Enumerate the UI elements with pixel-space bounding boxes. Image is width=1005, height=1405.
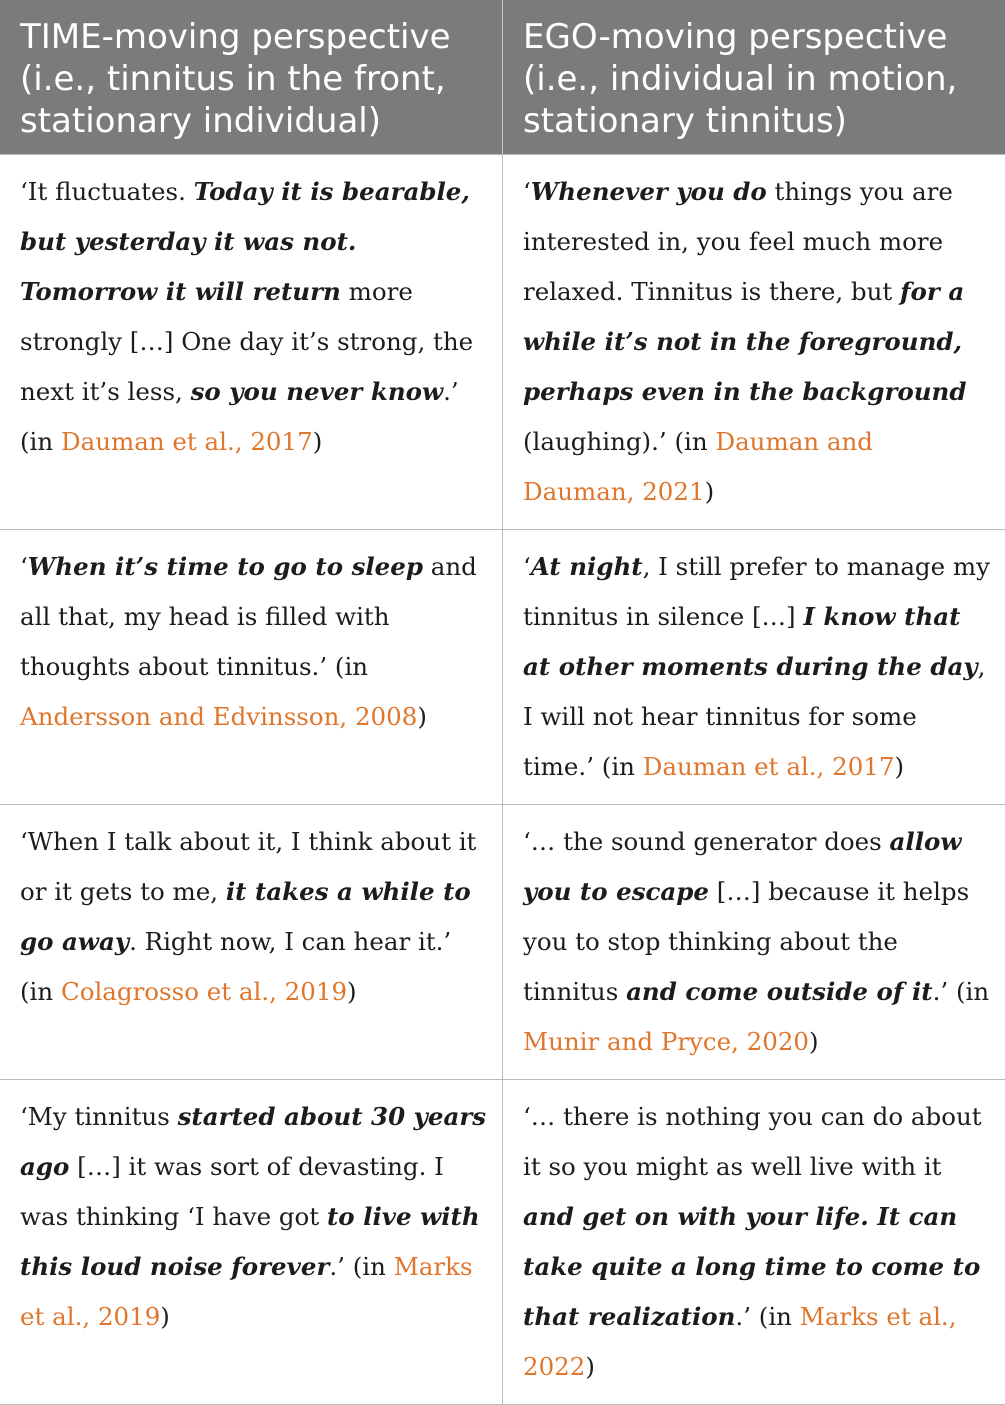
- quote-text: ): [894, 752, 904, 781]
- quote-text: .’ (in: [329, 1252, 393, 1281]
- emphasized-quote-text: so you never know: [191, 377, 443, 406]
- citation-link[interactable]: Dauman et al., 2017: [61, 427, 313, 456]
- quote-text: ‘: [523, 552, 531, 581]
- citation-link[interactable]: Colagrosso et al., 2019: [61, 977, 347, 1006]
- header-row: [0, 0, 1005, 155]
- quote-cell: [503, 155, 1005, 530]
- quote-text: […] it was sort of devasting. I was thinking ‘I have got: [20, 1152, 444, 1231]
- table-row: [0, 805, 1005, 1080]
- quote-cell: [0, 1080, 503, 1405]
- quote-text: ‘When I talk about it, I think about it or it gets to me,: [20, 827, 476, 906]
- quote-text: ‘My tinnitus: [20, 1102, 178, 1131]
- quote-text: (laughing).’ (in: [523, 427, 715, 456]
- quote-text: ): [809, 1027, 819, 1056]
- quote-text: ‘: [20, 552, 28, 581]
- quote-text: ‘: [523, 177, 531, 206]
- quote-text: ): [417, 702, 427, 731]
- quote-text: […] because it helps you to stop thinking about the tinnitus: [523, 877, 969, 1006]
- table-row: [0, 1080, 1005, 1405]
- header-time-moving: TIME-moving perspective (i.e., tinnitus in the front, stationary individual): [0, 0, 503, 155]
- quote-text: ): [160, 1302, 170, 1331]
- quote-text: ): [347, 977, 357, 1006]
- emphasized-quote-text: allow you to escape: [523, 827, 961, 906]
- quote-text: ): [705, 477, 715, 506]
- header-ego-moving: EGO-moving perspective (i.e., individual in motion, stationary tinnitus): [503, 0, 1005, 155]
- quote-cell: [0, 805, 503, 1080]
- quote-text: more strongly […] One day it’s strong, the next it’s less,: [20, 277, 473, 406]
- emphasized-quote-text: to live with this loud noise forever: [20, 1202, 480, 1281]
- emphasized-quote-text: Today it is bearable, but yesterday it was not. Tomorrow it will return: [20, 177, 470, 306]
- quote-text: things you are interested in, you feel much more relaxed. Tinnitus is there, but: [523, 177, 953, 306]
- quote-cell: [503, 530, 1005, 805]
- emphasized-quote-text: When it’s time to go to sleep: [28, 552, 423, 581]
- quote-text: and all that, my head is filled with thoughts about tinnitus.’ (in: [20, 552, 477, 681]
- citation-link[interactable]: Andersson and Edvinsson, 2008: [20, 702, 417, 731]
- emphasized-quote-text: I know that at other moments during the day: [523, 602, 978, 681]
- quote-text: , I still prefer to manage my tinnitus in silence […]: [523, 552, 990, 631]
- citation-link[interactable]: Dauman and Dauman, 2021: [523, 427, 873, 506]
- table-row: [0, 155, 1005, 530]
- quote-text: .’ (in: [933, 977, 990, 1006]
- quote-cell: [0, 530, 503, 805]
- citation-link[interactable]: Munir and Pryce, 2020: [523, 1027, 809, 1056]
- quote-cell: [503, 805, 1005, 1080]
- quote-text: ‘It fluctuates.: [20, 177, 194, 206]
- emphasized-quote-text: for a while it’s not in the foreground, perhaps even in the background: [523, 277, 966, 406]
- emphasized-quote-text: At night: [531, 552, 643, 581]
- quote-text: .’ (in: [20, 377, 459, 456]
- citation-link[interactable]: Marks et al., 2019: [20, 1252, 473, 1331]
- table-row: [0, 530, 1005, 805]
- citation-link[interactable]: Dauman et al., 2017: [643, 752, 895, 781]
- quote-text: .’ (in: [735, 1302, 799, 1331]
- quote-text: ‘… there is nothing you can do about it so you might as well live with it: [523, 1102, 982, 1181]
- quote-text: . Right now, I can hear it.’ (in: [20, 927, 451, 1006]
- emphasized-quote-text: and come outside of it: [626, 977, 933, 1006]
- quote-text: ‘… the sound generator does: [523, 827, 890, 856]
- quote-text: ): [585, 1352, 595, 1381]
- emphasized-quote-text: Whenever you do: [531, 177, 767, 206]
- emphasized-quote-text: and get on with your life. It can take quite a long time to come to that realization: [523, 1202, 980, 1331]
- quote-text: ): [313, 427, 323, 456]
- quote-cell: [0, 155, 503, 530]
- emphasized-quote-text: started about 30 years ago: [20, 1102, 486, 1181]
- quote-cell: [503, 1080, 1005, 1405]
- citation-link[interactable]: Marks et al., 2022: [523, 1302, 957, 1381]
- emphasized-quote-text: it takes a while to go away: [20, 877, 471, 956]
- quote-text: , I will not hear tinnitus for some time.’ (in: [523, 652, 985, 781]
